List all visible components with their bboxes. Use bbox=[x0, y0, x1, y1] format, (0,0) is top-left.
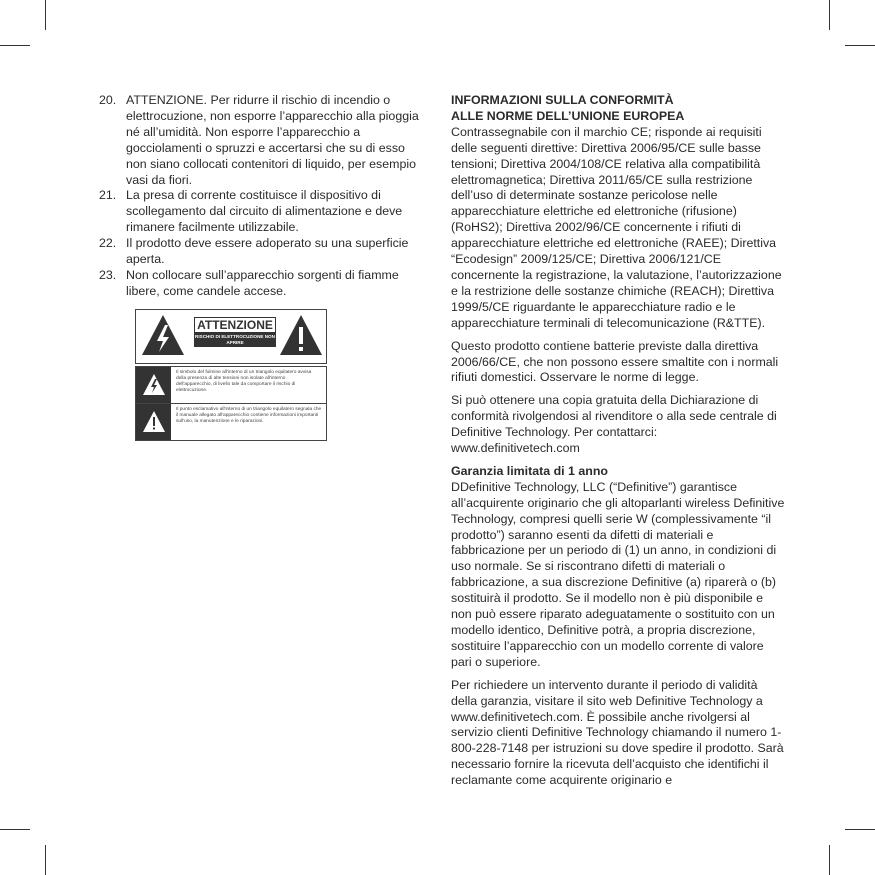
list-item bbox=[99, 268, 419, 300]
list-item bbox=[99, 93, 419, 188]
item-text: Il prodotto deve essere adoperato su una superficie aperta. bbox=[126, 236, 409, 267]
item-text: Non collocare sull’apparecchio sorgenti di fiamme libere, come candele accese. bbox=[126, 267, 399, 298]
list-item bbox=[99, 188, 419, 236]
warranty-heading: Garanzia limitata di 1 anno bbox=[451, 463, 608, 478]
warning-label bbox=[135, 309, 327, 364]
symbol-explanations bbox=[135, 366, 327, 441]
declaration-paragraph: Si può ottenere una copia gratuita della Dichiarazione di conformità rivolgendosi al rivenditore o alla sede centrale di Definitive Technology. Per contattarci: www.definitivetech.com bbox=[451, 393, 777, 456]
crop-mark-tr-h bbox=[845, 45, 875, 46]
item-number: 22. bbox=[99, 236, 117, 251]
heading-line: INFORMAZIONI SULLA CONFORMITÀ bbox=[451, 93, 674, 107]
safety-instructions-list bbox=[99, 93, 419, 300]
warning-subtitle: RISCHIO DI ELETTROCUZIONE NON APRIRE bbox=[195, 334, 275, 345]
exclamation-triangle-icon bbox=[278, 313, 324, 357]
exclamation-triangle-icon bbox=[142, 410, 166, 433]
crop-mark-tr-v bbox=[829, 0, 830, 30]
item-number: 21. bbox=[99, 188, 117, 203]
crop-mark-bl-v bbox=[45, 845, 46, 875]
symbol-row bbox=[136, 367, 326, 404]
icon-cell bbox=[136, 367, 171, 403]
item-number: 23. bbox=[99, 267, 117, 282]
warning-title: ATTENZIONE bbox=[194, 317, 276, 333]
section-heading bbox=[451, 93, 785, 125]
heading-line: ALLE NORME DELL’UNIONE EUROPEA bbox=[451, 108, 685, 123]
symbol-description: Il simbolo del fulmine all'interno di un triangolo equilatero avvisa della presenza di alte tensioni non isolate all'interno dell'apparecchio, di livello tale da comportare il rischio di elettrocuzione. bbox=[176, 370, 312, 393]
symbol-row bbox=[136, 404, 326, 440]
eu-compliance-section bbox=[451, 93, 785, 796]
list-item bbox=[99, 236, 419, 268]
crop-mark-br-h bbox=[845, 829, 875, 830]
warning-title-box bbox=[194, 317, 276, 347]
crop-mark-tl-v bbox=[45, 0, 46, 30]
item-text: La presa di corrente costituisce il dispositivo di scollegamento dal circuito di alimentazione e deve rimanere facilmente utilizzabile. bbox=[126, 188, 403, 235]
warranty-paragraph: DDefinitive Technology, LLC (“Definitive”) garantisce all’acquirente originario che gli altoparlanti wireless Definitive Technology, compresi quelli serie W (complessivamente “il prodotto”) saranno esenti da difetti di materiali e fabbricazione per un periodo di (1) un anno, in condizioni di uso normale. Se si riscontrano difetti di materiali o fabbricazione, a sua discrezione Definitive (a) riparerà o (b) sostituirà il prodotto. Se il modello non è più disponibile e non può essere riparato adeguatamente o sostituito con un modello identico, Definitive potrà, a propria discrezione, sostituire l’apparecchio con un modello corrente di valore pari o superiore. bbox=[451, 479, 785, 669]
compliance-paragraph: Contrassegnabile con il marchio CE; risponde ai requisiti delle seguenti direttive: Direttiva 2006/95/CE sulle basse tensioni; Direttiva 2004/108/CE relativa alla compatibilità elettromagnetica; Direttiva 2011/65/CE sulla restrizione dell’uso di determinate sostanze pericolose nelle apparecchiature elettriche ed elettroniche (rifusione) (RoHS2); Direttiva 2002/96/CE concernente i rifiuti di apparecchiature elettriche ed elettroniche (RAEE); Direttiva “Ecodesign” 2009/125/CE; Direttiva 2006/121/CE concernente la registrazione, la valutazione, l’autorizzazione e la restrizione delle sostanze chimiche (REACH); Direttiva 1999/5/CE riguardante le apparecchiature radio e le apparecchiature terminali di telecomunicazione (R&TTE). bbox=[451, 124, 782, 330]
icon-cell bbox=[136, 404, 171, 440]
crop-mark-br-v bbox=[829, 845, 830, 875]
service-paragraph: Per richiedere un intervento durante il periodo di validità della garanzia, visitare il sito web Definitive Technology a www.definitivetech.com. È possibile anche rivolgersi al servizio clienti Definitive Technology chiamando il numero 1-800-228-7148 per istruzioni su dove spedire il prodotto. Sarà necessario fornire la ricevuta dell’acquisto che identifichi il reclamante come acquirente originario e bbox=[451, 677, 784, 788]
item-text: ATTENZIONE. Per ridurre il rischio di incendio o elettrocuzione, non esporre l’apparecchio alla pioggia né all’umidità. Non esporre l’apparecchio a gocciolamenti o spruzzi e accertarsi che su di esso non siano collocati contenitori di liquido, per esempio vasi da fiori. bbox=[126, 93, 419, 187]
item-number: 20. bbox=[99, 93, 117, 107]
crop-mark-tl-h bbox=[0, 45, 30, 46]
lightning-triangle-icon bbox=[140, 313, 186, 357]
symbol-description: Il punto esclamativo all'interno di un triangolo equilatero segnala che il manuale allegato all'apparecchio contiene informazioni importanti sull'uso, la manutenzione e le riparazioni. bbox=[176, 407, 322, 424]
lightning-triangle-icon bbox=[142, 373, 166, 396]
battery-paragraph: Questo prodotto contiene batterie previste dalla direttiva 2006/66/CE, che non possono essere smaltite con i normali rifiuti domestici. Osservare le norme di legge. bbox=[451, 338, 779, 385]
crop-mark-bl-h bbox=[0, 829, 30, 830]
